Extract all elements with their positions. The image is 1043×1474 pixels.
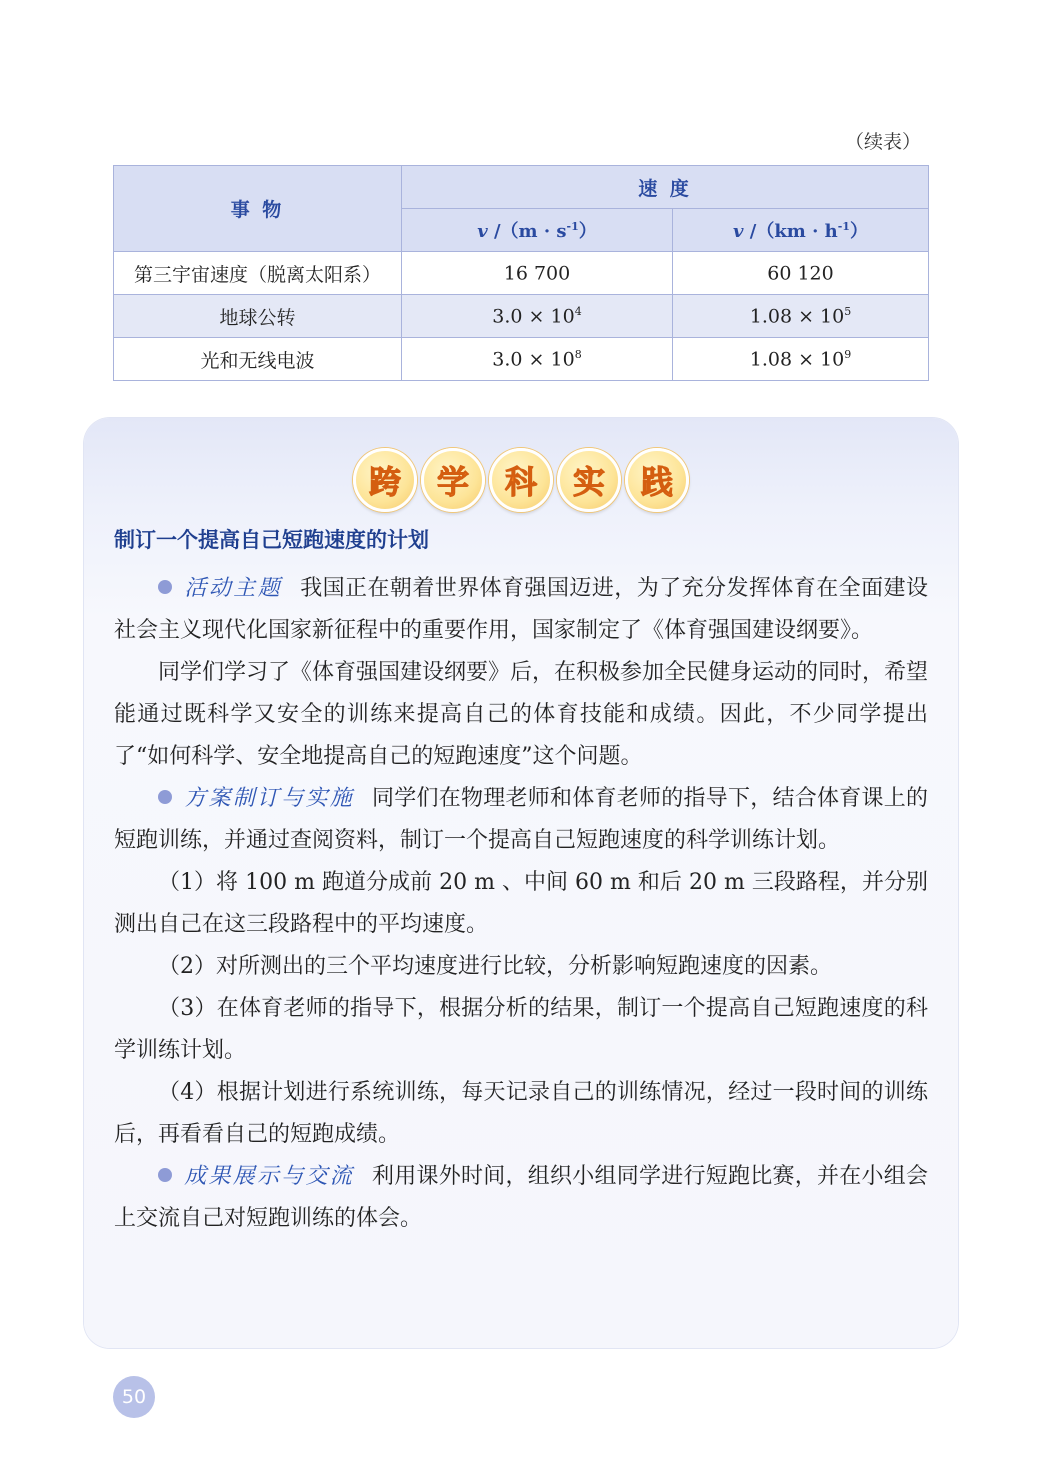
cell-speed-kmh: $1.08 \times 10^5$ — [673, 295, 929, 338]
title-char: 践 — [625, 448, 689, 512]
title-char: 学 — [421, 448, 485, 512]
step-3: （3）在体育老师的指导下，根据分析的结果，制订一个提高自己短跑速度的科学训练计划。 — [114, 996, 928, 1063]
table-row — [114, 338, 929, 381]
bullet-icon — [158, 790, 172, 804]
panel-title — [84, 448, 958, 512]
cell-speed-kmh: $1.08 \times 10^9$ — [673, 338, 929, 381]
step-2: （2）对所测出的三个平均速度进行比较，分析影响短跑速度的因素。 — [158, 954, 832, 979]
continued-table-label: （续表） — [844, 131, 921, 153]
page-number: 50 — [113, 1376, 155, 1418]
table-row — [114, 252, 929, 295]
table-row — [114, 295, 929, 338]
step-1: （1）将 100 m 跑道分成前 20 m 、中间 60 m 和后 20 m 三段路程，并分别测出自己在这三段路程中的平均速度。 — [114, 870, 928, 937]
plan-paragraph: 方案制订与实施 同学们在物理老师和体育老师的指导下，结合体育课上的短跑训练，并通过查阅资料，制订一个提高自己短跑速度的科学训练计划。 — [114, 786, 928, 853]
title-char: 跨 — [353, 448, 417, 512]
activity-theme-paragraph: 活动主题 我国正在朝着世界体育强国迈进，为了充分发挥体育在全面建设社会主义现代化国家新征程中的重要作用，国家制定了《体育强国建设纲要》。 — [114, 576, 928, 643]
header-speed: 速 度 — [402, 166, 929, 209]
bullet-icon — [158, 580, 172, 594]
paragraph: 同学们学习了《体育强国建设纲要》后，在积极参加全民健身运动的同时，希望能通过既科学又安全的训练来提高自己的体育技能和成绩。因此，不少同学提出了“如何科学、安全地提高自己的短跑速度”这个问题。 — [114, 660, 929, 769]
cell-speed-ms: 16 700 — [402, 252, 673, 295]
cell-speed-kmh: 60 120 — [673, 252, 929, 295]
plan-label: 方案制订与实施 — [184, 786, 354, 811]
cell-item: 光和无线电波 — [114, 338, 402, 381]
section-heading: 制订一个提高自己短跑速度的计划 — [114, 528, 429, 552]
cell-item: 第三宇宙速度（脱离太阳系） — [114, 252, 402, 295]
cross-discipline-panel — [84, 418, 958, 1348]
header-unit-kmh: v $/(km \cdot h^{-1})$ — [673, 209, 929, 252]
header-item: 事 物 — [114, 166, 402, 252]
title-char: 科 — [489, 448, 553, 512]
activity-theme-label: 活动主题 — [184, 576, 283, 601]
cell-speed-ms: $3.0 \times 10^4$ — [402, 295, 673, 338]
header-unit-ms: v $/(m \cdot s^{-1})$ — [402, 209, 673, 252]
speed-table — [113, 165, 929, 381]
step-4: （4）根据计划进行系统训练，每天记录自己的训练情况，经过一段时间的训练后，再看看自己的短跑成绩。 — [114, 1080, 928, 1147]
cell-item: 地球公转 — [114, 295, 402, 338]
cell-speed-ms: $3.0 \times 10^8$ — [402, 338, 673, 381]
results-label: 成果展示与交流 — [184, 1164, 354, 1189]
title-char: 实 — [557, 448, 621, 512]
panel-body — [114, 568, 928, 1240]
results-paragraph: 成果展示与交流 利用课外时间，组织小组同学进行短跑比赛，并在小组会上交流自己对短跑训练的体会。 — [114, 1164, 928, 1231]
bullet-icon — [158, 1168, 172, 1182]
